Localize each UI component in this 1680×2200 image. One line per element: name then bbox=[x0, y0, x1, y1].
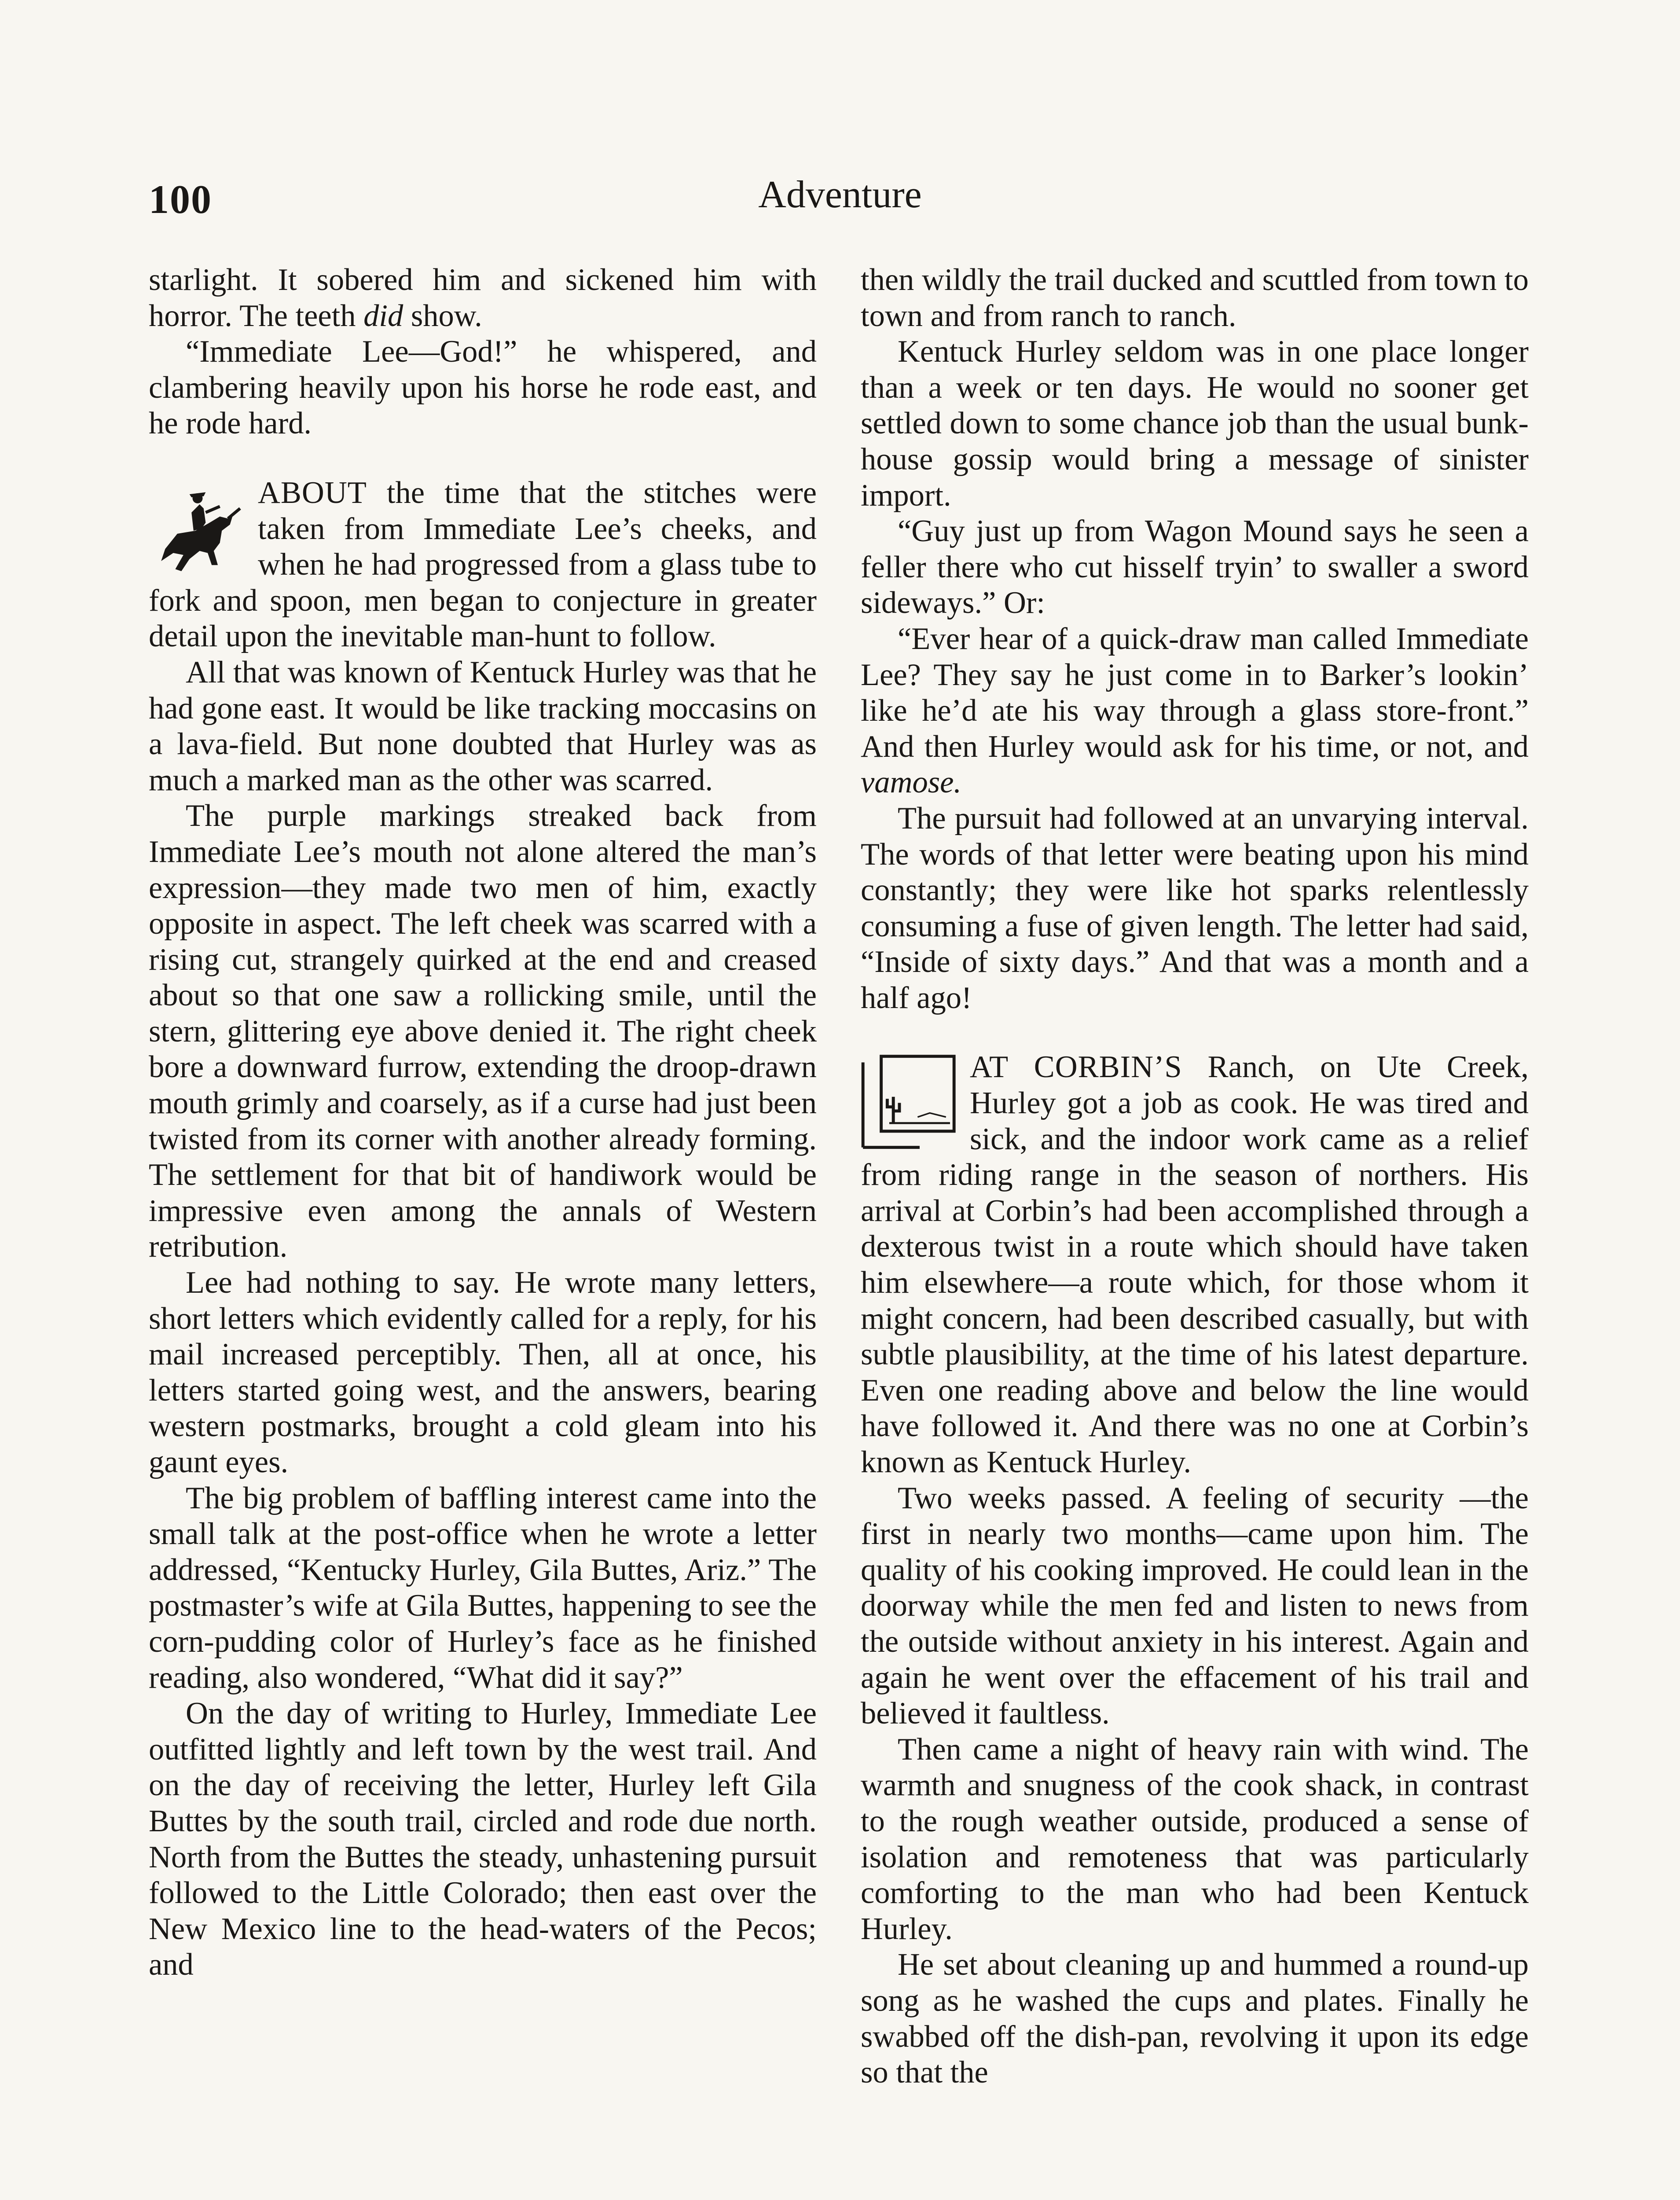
paragraph: All that was known of Kentuck Hurley was that he had gone east. It would be like tracking moccasins on a lava-field. But none doubted that Hurley was as much a marked man as the other was scarred. bbox=[149, 655, 817, 797]
paragraph: then wildly the trail ducked and scuttled from town to town and from ranch to ranch. bbox=[861, 263, 1529, 333]
horse-rider-vignette-icon bbox=[149, 477, 248, 580]
running-title: Adventure bbox=[758, 173, 922, 216]
paragraph: The pursuit had followed at an unvarying interval. The words of that letter were beating upon his mind constantly; they were like hot sparks relentlessly consuming a fuse of given length. The letter had said, “Inside of sixty days.” And that was a month and a half ago! bbox=[861, 801, 1529, 1015]
page-header bbox=[0, 173, 1680, 233]
left-column bbox=[149, 262, 817, 2200]
paragraph: “Ever hear of a quick-draw man called Immediate Lee? They say he just come in to Barker’s lookin’ like he’d ate his way through a glass store-front.” And then Hurley would ask for his time, or not, and vamose. bbox=[861, 621, 1529, 800]
section-opening-paragraph: AT CORBIN’S Ranch, on Ute Creek, Hurley got a job as cook. He was tired and sick, and the indoor work came as a relief from riding range in the season of northers. His arrival at Corbin’s had been accomplished through a dexterous twist in a route which should have taken him elsewhere—a route which, for those whom it might concern, had been described casually, but with subtle plausibility, at the time of his latest departure. Even one reading above and below the line would have followed it. And there was no one at Corbin’s known as Kentuck Hurley. bbox=[861, 1049, 1529, 1480]
paragraph: Lee had nothing to say. He wrote many letters, short letters which evidently called for a reply, for his mail increased perceptibly. Then, all at once, his letters started going west, and the answers, bearing western postmarks, brought a cold gleam into his gaunt eyes. bbox=[149, 1265, 817, 1479]
section-opening-paragraph: ABOUT the time that the stitches were taken from Immediate Lee’s cheeks, and when he had progressed from a glass tube to fork and spoon, men began to conjecture in greater detail upon the inevitable man-hunt to follow. bbox=[149, 475, 817, 655]
paragraph: starlight. It sobered him and sickened him with horror. The teeth did show. bbox=[149, 263, 817, 333]
right-column bbox=[861, 262, 1529, 2200]
paragraph: The purple markings streaked back from Immediate Lee’s mouth not alone altered the man’s expression—they made two men of him, exactly opposite in aspect. The left cheek was scarred with a rising cut, strangely quirked at the end and creased about so that one saw a rollicking smile, until the stern, glittering eye above denied it. The right cheek bore a downward furrow, extending the droop-drawn mouth grimly and coarsely, as if a curse had just been twisted from its corner with another already forming. The settlement for that bit of handiwork would be impressive even among the annals of Western retribution. bbox=[149, 799, 817, 1264]
paragraph: On the day of writing to Hurley, Immediate Lee outfitted lightly and left town by the west trail. And on the day of receiving the letter, Hurley left Gila Buttes by the south trail, circled and rode due north. North from the Buttes the steady, unhastening pursuit followed to the Little Colorado; then east over the New Mexico line to the head-waters of the Pecos; and bbox=[149, 1696, 817, 1982]
page-number: 100 bbox=[149, 177, 212, 222]
paragraph: “Immediate Lee—God!” he whispered, and clambering heavily upon his horse he rode east, and he rode hard. bbox=[149, 334, 817, 441]
paragraph: Two weeks passed. A feeling of security —the first in nearly two months—came upon him. The quality of his cooking improved. He could lean in the doorway while the men fed and listen to news from the outside without anxiety in his interest. Again and again he went over the effacement of his trail and believed it faultless. bbox=[861, 1481, 1529, 1731]
paragraph: “Guy just up from Wagon Mound says he seen a feller there who cut hisself tryin’ to swaller a sword sideways.” Or: bbox=[861, 514, 1529, 620]
paragraph: He set about cleaning up and hummed a round-up song as he washed the cups and plates. Finally he swabbed off the dish-pan, revolving it upon its edge so that the bbox=[861, 1947, 1529, 2090]
paragraph: The big problem of baffling interest came into the small talk at the post-office when he wrote a letter addressed, “Kentucky Hurley, Gila Buttes, Ariz.” The postmaster’s wife at Gila Buttes, happening to see the corn-pudding color of Hurley’s face as he finished reading, also wondered, “What did it say?” bbox=[149, 1481, 817, 1695]
desert-cactus-vignette-icon bbox=[861, 1051, 960, 1155]
paragraph: Then came a night of heavy rain with wind. The warmth and snugness of the cook shack, in contrast to the rough weather outside, produced a sense of isolation and remoteness that was particularly comforting to the man who had been Kentuck Hurley. bbox=[861, 1732, 1529, 1946]
paragraph: Kentuck Hurley seldom was in one place longer than a week or ten days. He would no sooner get settled down to some chance job than the usual bunk-house gossip would bring a message of sinister import. bbox=[861, 334, 1529, 513]
